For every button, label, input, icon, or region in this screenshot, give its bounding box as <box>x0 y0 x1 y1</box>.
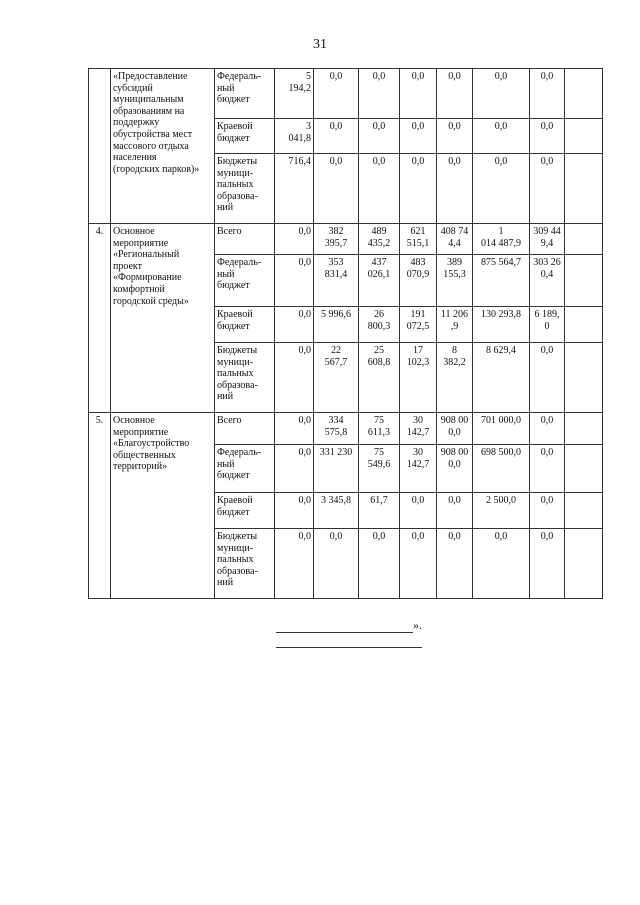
value-cell: 303 26 0,4 <box>530 255 565 307</box>
value-cell: 0,0 <box>314 119 359 154</box>
value-cell: 908 00 0,0 <box>437 413 473 445</box>
table-row <box>89 69 603 119</box>
value-cell <box>565 119 603 154</box>
value-cell: 0,0 <box>530 154 565 224</box>
value-cell: 5 996,6 <box>314 307 359 343</box>
value-cell: 30 142,7 <box>400 445 437 493</box>
value-cell: 0,0 <box>400 529 437 599</box>
value-cell <box>565 69 603 119</box>
value-cell <box>565 255 603 307</box>
value-cell: 875 564,7 <box>473 255 530 307</box>
value-cell: 0,0 <box>275 224 314 255</box>
value-cell: 0,0 <box>437 154 473 224</box>
funding-source-cell: Федераль- ный бюджет <box>215 69 275 119</box>
value-cell: 0,0 <box>530 445 565 493</box>
value-cell: 408 74 4,4 <box>437 224 473 255</box>
value-cell: 0,0 <box>314 69 359 119</box>
value-cell: 0,0 <box>530 119 565 154</box>
value-cell: 621 515,1 <box>400 224 437 255</box>
value-cell <box>565 413 603 445</box>
value-cell <box>565 445 603 493</box>
activity-name-cell: «Предоставление субсидий муниципальным образованиям на поддержку обустройства мест массового отдыха населения (городских парков)» <box>111 69 215 224</box>
value-cell: 0,0 <box>437 493 473 529</box>
value-cell: 908 00 0,0 <box>437 445 473 493</box>
value-cell: 331 230 <box>314 445 359 493</box>
value-cell: 0,0 <box>530 493 565 529</box>
value-cell: 0,0 <box>359 529 400 599</box>
value-cell <box>565 224 603 255</box>
value-cell: 483 070,9 <box>400 255 437 307</box>
value-cell: 61,7 <box>359 493 400 529</box>
funding-source-cell: Всего <box>215 413 275 445</box>
closing-line <box>276 618 422 633</box>
value-cell: 75 549,6 <box>359 445 400 493</box>
value-cell: 0,0 <box>359 154 400 224</box>
value-cell: 0,0 <box>275 529 314 599</box>
row-number-cell: 5. <box>89 413 111 599</box>
page-number: 31 <box>313 37 327 52</box>
underline-rule-2 <box>276 647 422 648</box>
value-cell: 0,0 <box>275 343 314 413</box>
closing-quote: ». <box>413 618 422 632</box>
activity-name-cell: Основное мероприятие «Благоустройство общественных территорий» <box>111 413 215 599</box>
value-cell: 0,0 <box>275 445 314 493</box>
value-cell: 3 041,8 <box>275 119 314 154</box>
value-cell <box>565 307 603 343</box>
value-cell: 30 142,7 <box>400 413 437 445</box>
value-cell: 309 44 9,4 <box>530 224 565 255</box>
value-cell: 0,0 <box>437 529 473 599</box>
value-cell: 0,0 <box>400 493 437 529</box>
value-cell: 0,0 <box>359 119 400 154</box>
value-cell: 3 345,8 <box>314 493 359 529</box>
value-cell: 716,4 <box>275 154 314 224</box>
value-cell: 191 072,5 <box>400 307 437 343</box>
table-row <box>89 224 603 255</box>
value-cell: 8 629,4 <box>473 343 530 413</box>
value-cell: 22 567,7 <box>314 343 359 413</box>
value-cell: 0,0 <box>473 69 530 119</box>
value-cell: 0,0 <box>473 154 530 224</box>
underline-rule <box>276 621 413 633</box>
value-cell: 8 382,2 <box>437 343 473 413</box>
value-cell: 0,0 <box>400 154 437 224</box>
table-row <box>89 413 603 445</box>
value-cell: 0,0 <box>275 255 314 307</box>
value-cell: 17 102,3 <box>400 343 437 413</box>
value-cell: 0,0 <box>437 69 473 119</box>
budget-table <box>88 68 603 599</box>
value-cell: 0,0 <box>530 413 565 445</box>
value-cell: 701 000,0 <box>473 413 530 445</box>
value-cell: 0,0 <box>275 413 314 445</box>
value-cell: 0,0 <box>437 119 473 154</box>
value-cell: 5 194,2 <box>275 69 314 119</box>
value-cell: 0,0 <box>530 529 565 599</box>
value-cell <box>565 493 603 529</box>
funding-source-cell: Краевой бюджет <box>215 493 275 529</box>
funding-source-cell: Бюджеты муници- пальных образова- ний <box>215 154 275 224</box>
value-cell: 6 189, 0 <box>530 307 565 343</box>
activity-name-cell: Основное мероприятие «Региональный проект «Формирование комфортной городской среды» <box>111 224 215 413</box>
value-cell: 75 611,3 <box>359 413 400 445</box>
value-cell: 0,0 <box>314 154 359 224</box>
value-cell: 26 800,3 <box>359 307 400 343</box>
value-cell: 0,0 <box>275 307 314 343</box>
value-cell: 2 500,0 <box>473 493 530 529</box>
value-cell: 0,0 <box>530 343 565 413</box>
value-cell <box>565 529 603 599</box>
value-cell: 0,0 <box>530 69 565 119</box>
value-cell: 0,0 <box>275 493 314 529</box>
row-number-cell <box>89 69 111 224</box>
value-cell: 437 026,1 <box>359 255 400 307</box>
value-cell: 334 575,8 <box>314 413 359 445</box>
value-cell: 353 831,4 <box>314 255 359 307</box>
value-cell: 489 435,2 <box>359 224 400 255</box>
funding-source-cell: Федераль- ный бюджет <box>215 445 275 493</box>
funding-source-cell: Всего <box>215 224 275 255</box>
value-cell: 382 395,7 <box>314 224 359 255</box>
value-cell: 0,0 <box>473 529 530 599</box>
funding-source-cell: Краевой бюджет <box>215 307 275 343</box>
value-cell <box>565 154 603 224</box>
value-cell: 11 206 ,9 <box>437 307 473 343</box>
value-cell <box>565 343 603 413</box>
row-number-cell: 4. <box>89 224 111 413</box>
value-cell: 0,0 <box>400 119 437 154</box>
value-cell: 389 155,3 <box>437 255 473 307</box>
value-cell: 25 608,8 <box>359 343 400 413</box>
value-cell: 698 500,0 <box>473 445 530 493</box>
funding-source-cell: Бюджеты муници- пальных образова- ний <box>215 529 275 599</box>
funding-source-cell: Федераль- ный бюджет <box>215 255 275 307</box>
value-cell: 130 293,8 <box>473 307 530 343</box>
funding-source-cell: Краевой бюджет <box>215 119 275 154</box>
funding-source-cell: Бюджеты муници- пальных образова- ний <box>215 343 275 413</box>
value-cell: 1 014 487,9 <box>473 224 530 255</box>
value-cell: 0,0 <box>359 69 400 119</box>
value-cell: 0,0 <box>314 529 359 599</box>
value-cell: 0,0 <box>400 69 437 119</box>
value-cell: 0,0 <box>473 119 530 154</box>
